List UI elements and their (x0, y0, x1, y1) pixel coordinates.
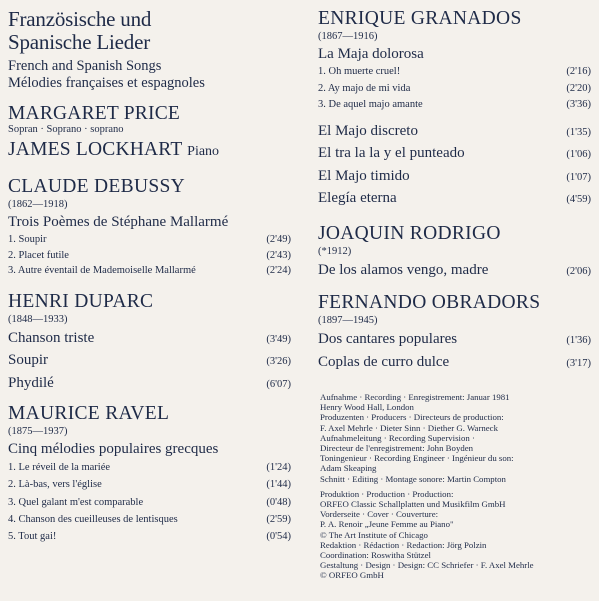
album-title (8, 8, 293, 54)
track-title: 3. Quel galant m'est comparable (8, 496, 144, 508)
song-duration: (3'26) (266, 356, 291, 368)
subtitle-french: Mélodies françaises et espagnoles (8, 75, 205, 91)
credit-line: Coordination: Roswitha Stützel (320, 550, 431, 561)
credit-line: F. Axel Mehrle · Dieter Sinn · Diether G. Warneck (320, 422, 498, 433)
track-title: 3. De aquel majo amante (318, 99, 423, 110)
singer-role: Sopran · Soprano · soprano (8, 124, 124, 135)
song-title: Dos cantares populares (318, 331, 458, 347)
credit-line: © ORFEO GmbH (320, 570, 384, 581)
song-duration: (1'35) (566, 126, 591, 138)
album-title-line-2: Spanische Lieder (8, 30, 150, 54)
track-title: 3. Autre éventail de Mademoiselle Mallarmé (8, 265, 196, 277)
credit-line: Toningenieur · Recording Engineer · Ingénieur du son: (320, 453, 514, 464)
track-title: 1. Le réveil de la mariée (8, 462, 111, 474)
track-title: 2. Placet futile (8, 249, 69, 261)
track-title: 2. Là-bas, vers l'église (8, 479, 102, 491)
credit-line: Vorderseite · Cover · Couverture: (320, 509, 439, 520)
song-duration: (1'07) (566, 171, 591, 183)
song-item (318, 166, 593, 189)
composer-section-obradors (318, 292, 593, 374)
composer-name: CLAUDE DEBUSSY (8, 176, 186, 197)
composer-dates: (1848—1933) (8, 313, 68, 325)
track-item (8, 232, 293, 248)
song-title: De los alamos vengo, madre (318, 261, 489, 278)
track-list (8, 232, 293, 279)
track-item (318, 97, 593, 114)
credit-line: Produktion · Production · Production: (320, 488, 454, 499)
song-item (318, 143, 593, 166)
composer-dates: (1875—1937) (8, 426, 68, 438)
song-title: Soupir (8, 352, 49, 369)
song-item (318, 329, 593, 352)
right-column (318, 0, 593, 581)
composer-name: HENRI DUPARC (8, 290, 154, 312)
song-duration: (3'17) (566, 357, 591, 369)
composer-name: FERNANDO OBRADORS (318, 292, 541, 313)
track-duration: (0'48) (266, 496, 291, 508)
song-item (8, 328, 293, 351)
composer-section-rodrigo (318, 223, 593, 283)
album-subtitles (8, 58, 293, 92)
track-duration: (0'54) (266, 531, 291, 543)
track-duration: (2'59) (266, 513, 291, 525)
work-title: Cinq mélodies populaires grecques (8, 441, 219, 458)
credit-line: © The Art Institute of Chicago (320, 529, 428, 540)
left-column (8, 0, 293, 545)
track-duration: (2'20) (566, 82, 591, 94)
composer-section-granados (318, 8, 593, 211)
credit-line: P. A. Renoir „Jeune Femme au Piano" (320, 519, 454, 530)
singer-name: MARGARET PRICE (8, 103, 181, 124)
song-duration: (1'36) (566, 335, 591, 346)
composer-dates: (1897—1945) (318, 315, 378, 326)
song-item (318, 121, 593, 144)
composer-name: JOAQUIN RODRIGO (318, 222, 501, 244)
song-item (318, 260, 593, 283)
credits-block (320, 392, 593, 581)
track-title: 5. Tout gai! (8, 531, 57, 543)
track-duration: (2'43) (266, 249, 291, 261)
track-title: 2. Ay majo de mi vida (318, 82, 411, 94)
song-title: El Majo discreto (318, 122, 418, 139)
track-item (318, 81, 593, 98)
track-title: 4. Chanson des cueilleuses de lentisques (8, 513, 178, 525)
song-title: Phydilé (8, 374, 54, 391)
track-item (8, 248, 293, 264)
song-duration: (6'07) (266, 378, 291, 390)
credit-line: Directeur de l'enregistrement: John Boyden (320, 443, 474, 454)
composer-section-ravel (8, 403, 293, 545)
song-duration: (2'06) (566, 265, 591, 277)
composer-dates: (1867—1916) (318, 31, 378, 42)
credit-line: Aufnahmeleitung · Recording Supervision · (320, 432, 475, 443)
track-item (8, 263, 293, 279)
track-duration: (2'49) (266, 234, 291, 245)
composer-name: MAURICE RAVEL (8, 403, 170, 425)
track-duration: (2'16) (566, 66, 591, 77)
credit-line: Redaktion · Rédaction · Redaction: Jörg Polzin (320, 539, 487, 550)
track-item (8, 528, 293, 545)
track-duration: (1'44) (266, 479, 291, 491)
song-title: Elegía eterna (318, 190, 397, 206)
song-duration: (3'49) (266, 333, 291, 345)
subtitle-english: French and Spanish Songs (8, 58, 162, 74)
composer-dates: (*1912) (318, 245, 352, 257)
track-list (318, 64, 593, 114)
song-title: El tra la la y el punteado (318, 145, 465, 161)
composer-section-duparc (8, 291, 293, 396)
credit-line: Produzenten · Producers · Directeurs de production: (320, 412, 504, 423)
credit-line: Adam Skeaping (320, 463, 377, 474)
album-title-line-1: Französische und (8, 7, 152, 31)
track-duration: (3'36) (566, 99, 591, 110)
composer-name: ENRIQUE GRANADOS (318, 8, 522, 29)
track-item (8, 494, 293, 511)
performers (8, 103, 293, 163)
song-title: Chanson triste (8, 329, 95, 346)
song-item (8, 373, 293, 396)
credit-line: Henry Wood Hall, London (320, 402, 414, 413)
track-duration: (2'24) (266, 265, 291, 277)
pianist-name: JAMES LOCKHART (8, 139, 183, 160)
credit-line: Aufnahme · Recording · Enregistrement: Januar 1981 (320, 392, 510, 402)
work-title: Trois Poèmes de Stéphane Mallarmé (8, 214, 229, 230)
song-item (318, 188, 593, 211)
composer-dates: (1862—1918) (8, 199, 68, 210)
song-title: El Majo timido (318, 167, 410, 184)
track-item (8, 459, 293, 476)
track-item (8, 476, 293, 493)
credit-line: Schnitt · Editing · Montage sonore: Martin Compton (320, 473, 506, 484)
song-duration: (4'59) (566, 194, 591, 205)
song-duration: (1'06) (566, 149, 591, 160)
track-item (318, 64, 593, 81)
credit-line: ORFEO Classic Schallplatten und Musikfilm GmbH (320, 499, 506, 510)
song-item (8, 350, 293, 373)
track-title: 1. Soupir (8, 234, 47, 245)
composer-section-debussy (8, 176, 293, 279)
song-title: Coplas de curro dulce (318, 353, 450, 370)
song-item (318, 352, 593, 375)
credit-line: Gestaltung · Design · Design: CC Schriefer · F. Axel Mehrle (320, 560, 534, 571)
work-title: La Maja dolorosa (318, 46, 424, 62)
song-list (318, 121, 593, 211)
track-list (8, 459, 293, 545)
pianist-line (8, 139, 293, 163)
track-duration: (1'24) (266, 462, 291, 474)
pianist-role: Piano (187, 144, 220, 159)
track-item (8, 511, 293, 528)
track-title: 1. Oh muerte cruel! (318, 66, 401, 77)
